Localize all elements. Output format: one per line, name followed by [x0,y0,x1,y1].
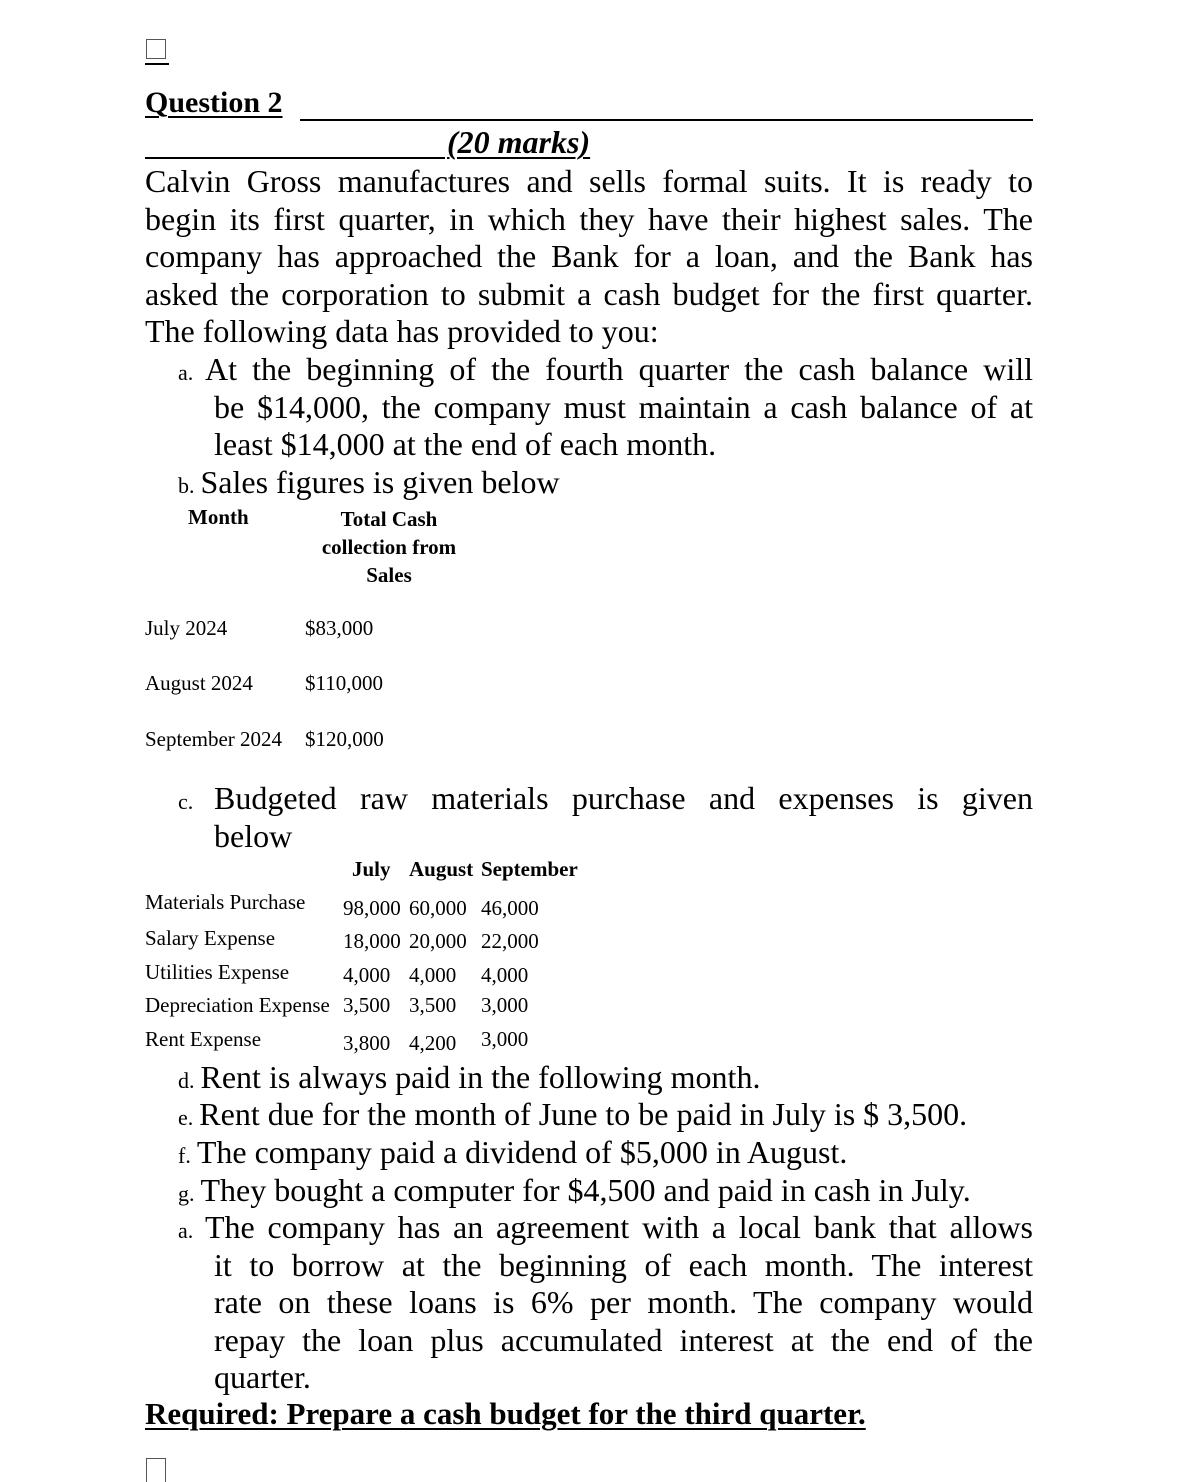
expense-value: 46,000 [481,896,539,920]
expense-header: July [352,857,391,881]
item-b [178,464,560,505]
expense-header: September [481,857,578,881]
expense-value: 4,200 [409,1031,457,1055]
sales-amount: $110,000 [305,671,383,695]
item-a2-line: rate on these loans is 6% per month. The company would [214,1284,1033,1320]
question-title: Question 2 [145,86,283,119]
item-a [178,351,199,392]
expense-value: 60,000 [409,896,467,920]
sales-header-line: Sales [366,563,412,587]
item-marker: e. [178,1105,194,1130]
item-text: Rent due for the month of June to be paid in July is $ 3,500. [199,1096,968,1132]
expense-label: Materials Purchase [145,890,306,914]
item-a2-line: quarter. [214,1359,311,1395]
sales-amount: $120,000 [305,727,384,751]
sales-header-line: collection from [321,535,457,559]
item-text: The company paid a dividend of $5,000 in August. [196,1134,848,1170]
item-marker: a. [178,1218,194,1243]
item-c-text [214,780,1033,855]
item-a-line: be $14,000, the company must maintain a cash balance of at [214,388,1033,425]
expense-value: 3,500 [409,993,457,1017]
item-a2-line: repay the loan plus accumulated interest at the end of the [214,1321,1033,1358]
item-b-text: Sales figures is given below [200,464,560,500]
sales-amount: $83,000 [305,616,374,640]
item-text: Rent is always paid in the following month. [200,1059,761,1095]
item-c [178,780,199,821]
item-a2-line: The company has an agreement with a local bank that allows [205,1209,1033,1245]
expense-value: 22,000 [481,929,539,953]
expense-value: 18,000 [343,929,401,953]
item-a2-line: it to borrow at the beginning of each month. The interest [214,1246,1033,1283]
expense-header: August [409,857,474,881]
intro-line: begin its first quarter, in which they have their highest sales. The [145,200,1033,237]
required-instruction: Required: Prepare a cash budget for the third quarter. [145,1396,866,1431]
item-marker: a. [178,360,194,385]
sales-month: July 2024 [145,616,228,640]
item-marker: f. [178,1143,191,1168]
item-c-line: Budgeted raw materials purchase and expenses is given [214,780,1033,816]
sales-header-line: Total Cash [340,507,438,531]
expense-label: Utilities Expense [145,960,290,984]
item-text: They bought a computer for $4,500 and paid in cash in July. [200,1172,971,1208]
sales-header-month: Month [188,505,249,529]
expense-label: Rent Expense [145,1027,262,1051]
expense-value: 3,000 [481,1027,529,1051]
sales-month: September 2024 [145,727,283,751]
item-d [178,1059,760,1100]
item-a-line: At the beginning of the fourth quarter the cash balance will [205,351,1033,387]
checkbox-icon[interactable] [146,1458,166,1482]
expense-value: 3,000 [481,993,529,1017]
item-c-line: below [214,817,293,854]
expense-value: 3,500 [343,993,391,1017]
item-e [178,1096,967,1137]
expense-value: 20,000 [409,929,467,953]
marks-underline [145,157,445,159]
expense-value: 3,800 [343,1031,391,1055]
item-a2-text [205,1209,1033,1247]
intro-line: asked the corporation to submit a cash budget for the first quarter. [145,275,1033,312]
divider [145,63,169,65]
item-marker: g. [178,1181,195,1206]
expense-label: Salary Expense [145,926,276,950]
item-marker: b. [178,473,195,498]
expense-value: 4,000 [481,963,529,987]
marks-label: (20 marks) [447,124,591,160]
item-a-text [205,351,1033,389]
item-a2 [178,1209,199,1250]
item-f [178,1134,847,1175]
item-a-continuation [214,389,1033,464]
expense-value: 4,000 [343,963,391,987]
sales-header-collection [300,505,478,589]
sales-month: August 2024 [145,671,253,695]
intro-line: Calvin Gross manufactures and sells formal suits. It is ready to [145,163,1033,199]
intro-paragraph [145,163,1033,351]
item-a-line: least $14,000 at the end of each month. [214,426,717,462]
intro-line: company has approached the Bank for a loan, and the Bank has [145,238,1033,274]
title-underline [300,119,1033,121]
item-a2-continuation [214,1247,1033,1397]
item-marker: d. [178,1068,195,1093]
expense-value: 4,000 [409,963,457,987]
item-g [178,1172,971,1213]
intro-line: The following data has provided to you: [145,313,659,349]
expense-label: Depreciation Expense [145,993,330,1017]
expense-value: 98,000 [343,896,401,920]
item-marker: c. [178,789,194,814]
checkbox-icon[interactable] [146,39,166,59]
